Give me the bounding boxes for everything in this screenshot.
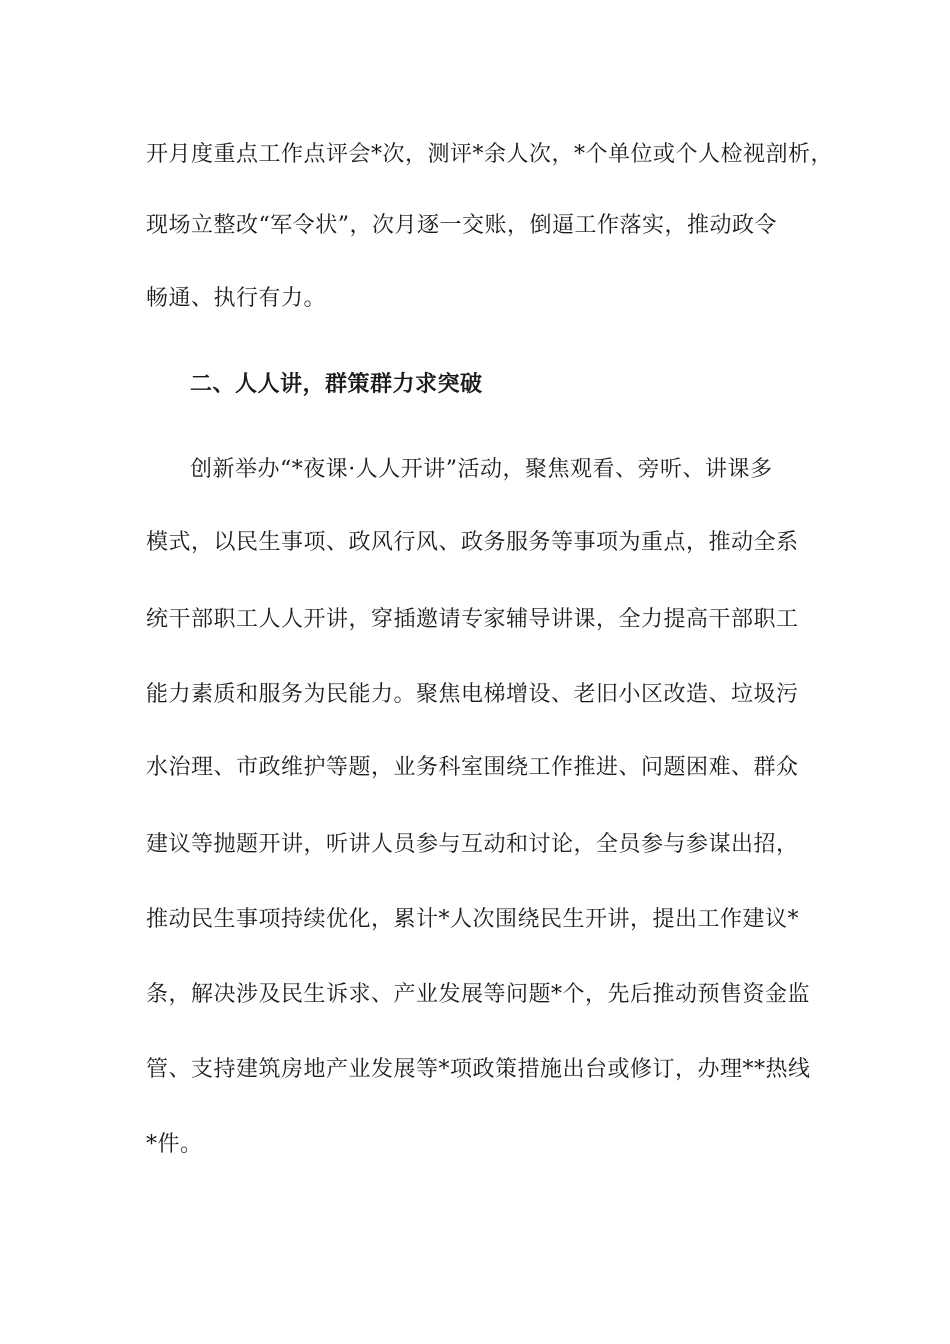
paragraph-2-line-7: 推动民生事项持续优化，累计*人次围绕民生开讲，提出工作建议* xyxy=(146,907,800,932)
paragraph-1-line-2: 现场立整改“军令状”，次月逐一交账，倒逼工作落实，推动政令 xyxy=(146,213,777,238)
paragraph-2-line-2: 模式，以民生事项、政风行风、政务服务等事项为重点，推动全系 xyxy=(146,530,799,555)
paragraph-1-line-3: 畅通、执行有力。 xyxy=(146,286,327,311)
paragraph-2-line-3: 统干部职工人人开讲，穿插邀请专家辅导讲课，全力提高干部职工 xyxy=(146,607,799,632)
paragraph-2-line-4: 能力素质和服务为民能力。聚焦电梯增设、老旧小区改造、垃圾污 xyxy=(146,682,799,707)
paragraph-2-line-10: *件。 xyxy=(146,1132,203,1157)
paragraph-2-line-5: 水治理、市政维护等题，业务科室围绕工作推进、问题困难、群众 xyxy=(146,755,799,780)
section-heading-2: 二、人人讲，群策群力求突破 xyxy=(190,372,483,397)
paragraph-2-line-9: 管、支持建筑房地产业发展等*项政策措施出台或修订，办理**热线 xyxy=(146,1057,811,1082)
paragraph-1-line-1: 开月度重点工作点评会*次，测评*余人次，*个单位或个人检视剖析， xyxy=(146,142,834,167)
paragraph-2-line-1: 创新举办“*夜课·人人开讲”活动，聚焦观看、旁听、讲课多 xyxy=(190,457,773,482)
paragraph-2-line-6: 建议等抛题开讲，听讲人员参与互动和讨论，全员参与参谋出招， xyxy=(146,832,799,857)
paragraph-2-line-8: 条，解决涉及民生诉求、产业发展等问题*个，先后推动预售资金监 xyxy=(146,982,811,1007)
